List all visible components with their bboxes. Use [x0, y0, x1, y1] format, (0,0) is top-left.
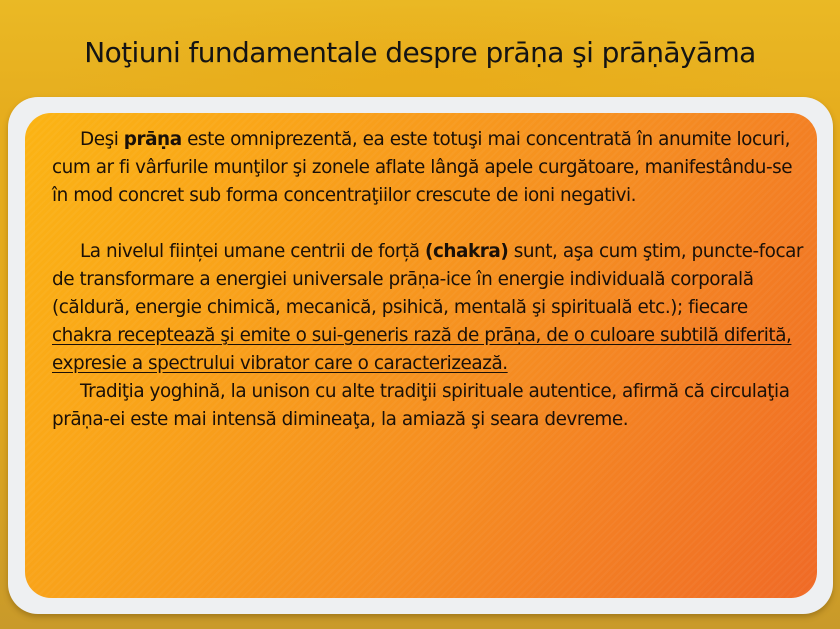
paragraph-1-pre: Deşi [80, 129, 124, 150]
paragraph-2-underlined: chakra receptează şi emite o sui-generis rază de prāṇa, de o culoare subtilă diferită, expresie a spectrului vibrator care o caracterizează. [52, 325, 792, 374]
slide-body [52, 126, 812, 434]
content-box [25, 113, 817, 598]
paragraph-tradition: Tradiţia yoghină, la unison cu alte tradiţii spirituale autentice, afirmă că circulaţia prāṇa-ei este mai intensă dimineaţa, la amiază şi seara devreme. [52, 381, 790, 430]
paragraph-chakra [52, 238, 812, 378]
paragraph-2-mid: sunt, aşa cum ştim, puncte-focar de transformare a energiei universale prāṇa-ice în energie individuală corporală (căldură, energie chimică, mecanică, psihică, mentală şi spirituală etc.); fiecare [52, 241, 804, 318]
paragraph-1-post: este omniprezentă, ea este totuşi mai concentrată în anumite locuri, cum ar fi vârfurile munţilor şi zonele aflate lângă apele curgătoare, manifestându-se în mod concret sub forma concentraţiilor crescute de ioni negativi. [52, 129, 793, 206]
content-frame [8, 97, 833, 614]
paragraph-2-bold-term: (chakra) [425, 241, 509, 262]
paragraph-2-pre: La nivelul ființei umane centrii de forță [80, 241, 425, 262]
paragraph-1-bold-term: prāṇa [123, 129, 182, 150]
paragraph-prana-presence [52, 126, 812, 210]
slide-title: Noţiuni fundamentale despre prāṇa şi prāṇāyāma [84, 36, 756, 69]
paragraph-spacer [52, 210, 812, 238]
